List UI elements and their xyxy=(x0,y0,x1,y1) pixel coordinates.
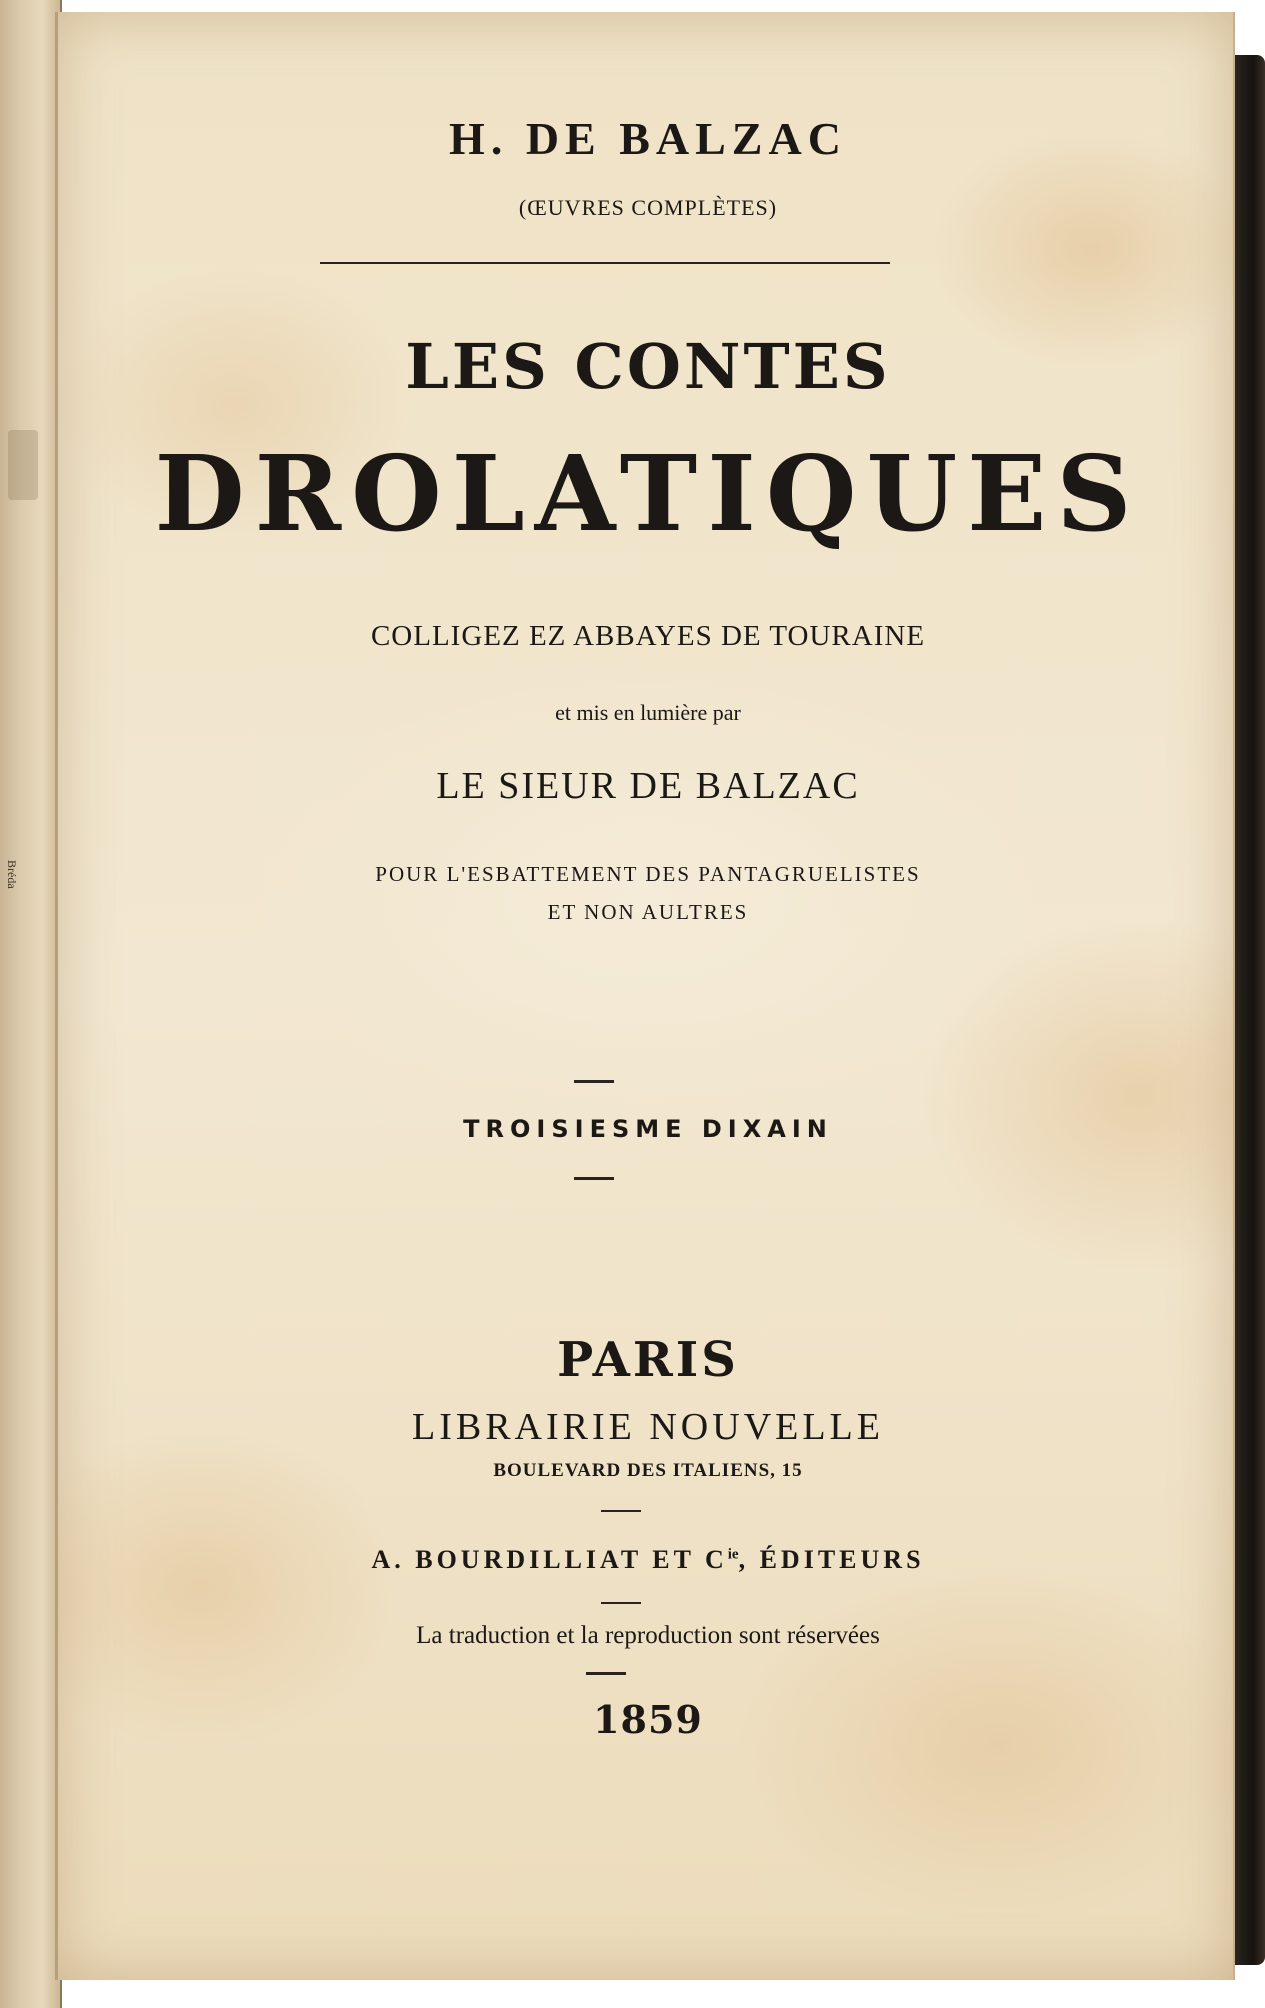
publication-year: 1859 xyxy=(593,1697,703,1742)
subtitle-line-1: COLLIGEZ EZ ABBAYES DE TOURAINE xyxy=(370,620,926,652)
volume-label: TROISIESME DIXAIN xyxy=(463,1115,833,1143)
left-page-text-fragment: Bréda xyxy=(5,860,19,889)
title-line-1: LES CONTES xyxy=(405,330,891,403)
title-page xyxy=(55,12,1235,1980)
author-name: H. DE BALZAC xyxy=(449,113,847,164)
editors-prefix: A. BOURDILLIAT ET C xyxy=(371,1545,728,1574)
editors-superscript: ie xyxy=(727,1546,739,1563)
city-name: PARIS xyxy=(557,1332,739,1388)
ornament-dash-editors xyxy=(601,1602,641,1604)
left-page-edge xyxy=(0,0,62,2008)
title-line-2: DROLATIQUES xyxy=(154,432,1142,555)
ornament-dash-address xyxy=(601,1510,641,1512)
collection-label: (ŒUVRES COMPLÈTES) xyxy=(518,195,778,220)
left-page-smudge xyxy=(8,430,38,500)
rights-notice: La traduction et la reproduction sont réservées xyxy=(416,1622,880,1649)
editors-suffix: , ÉDITEURS xyxy=(738,1545,925,1574)
ornament-dash-rights xyxy=(586,1672,626,1675)
dedication-line-1: POUR L'ESBATTEMENT DES PANTAGRUELISTES xyxy=(375,862,921,886)
editors-line xyxy=(58,1545,1238,1575)
attribution-line: LE SIEUR DE BALZAC xyxy=(436,765,860,807)
book-binding-edge xyxy=(1235,55,1265,1965)
publisher-address: BOULEVARD DES ITALIENS, 15 xyxy=(493,1460,803,1481)
ornament-dash-bottom xyxy=(574,1177,614,1180)
ornament-dash-top xyxy=(574,1080,614,1083)
header-rule xyxy=(320,262,890,264)
dedication-line-2: ET NON AULTRES xyxy=(547,900,749,924)
publisher-name: LIBRAIRIE NOUVELLE xyxy=(412,1406,884,1448)
subtitle-line-2: et mis en lumière par xyxy=(555,700,741,725)
